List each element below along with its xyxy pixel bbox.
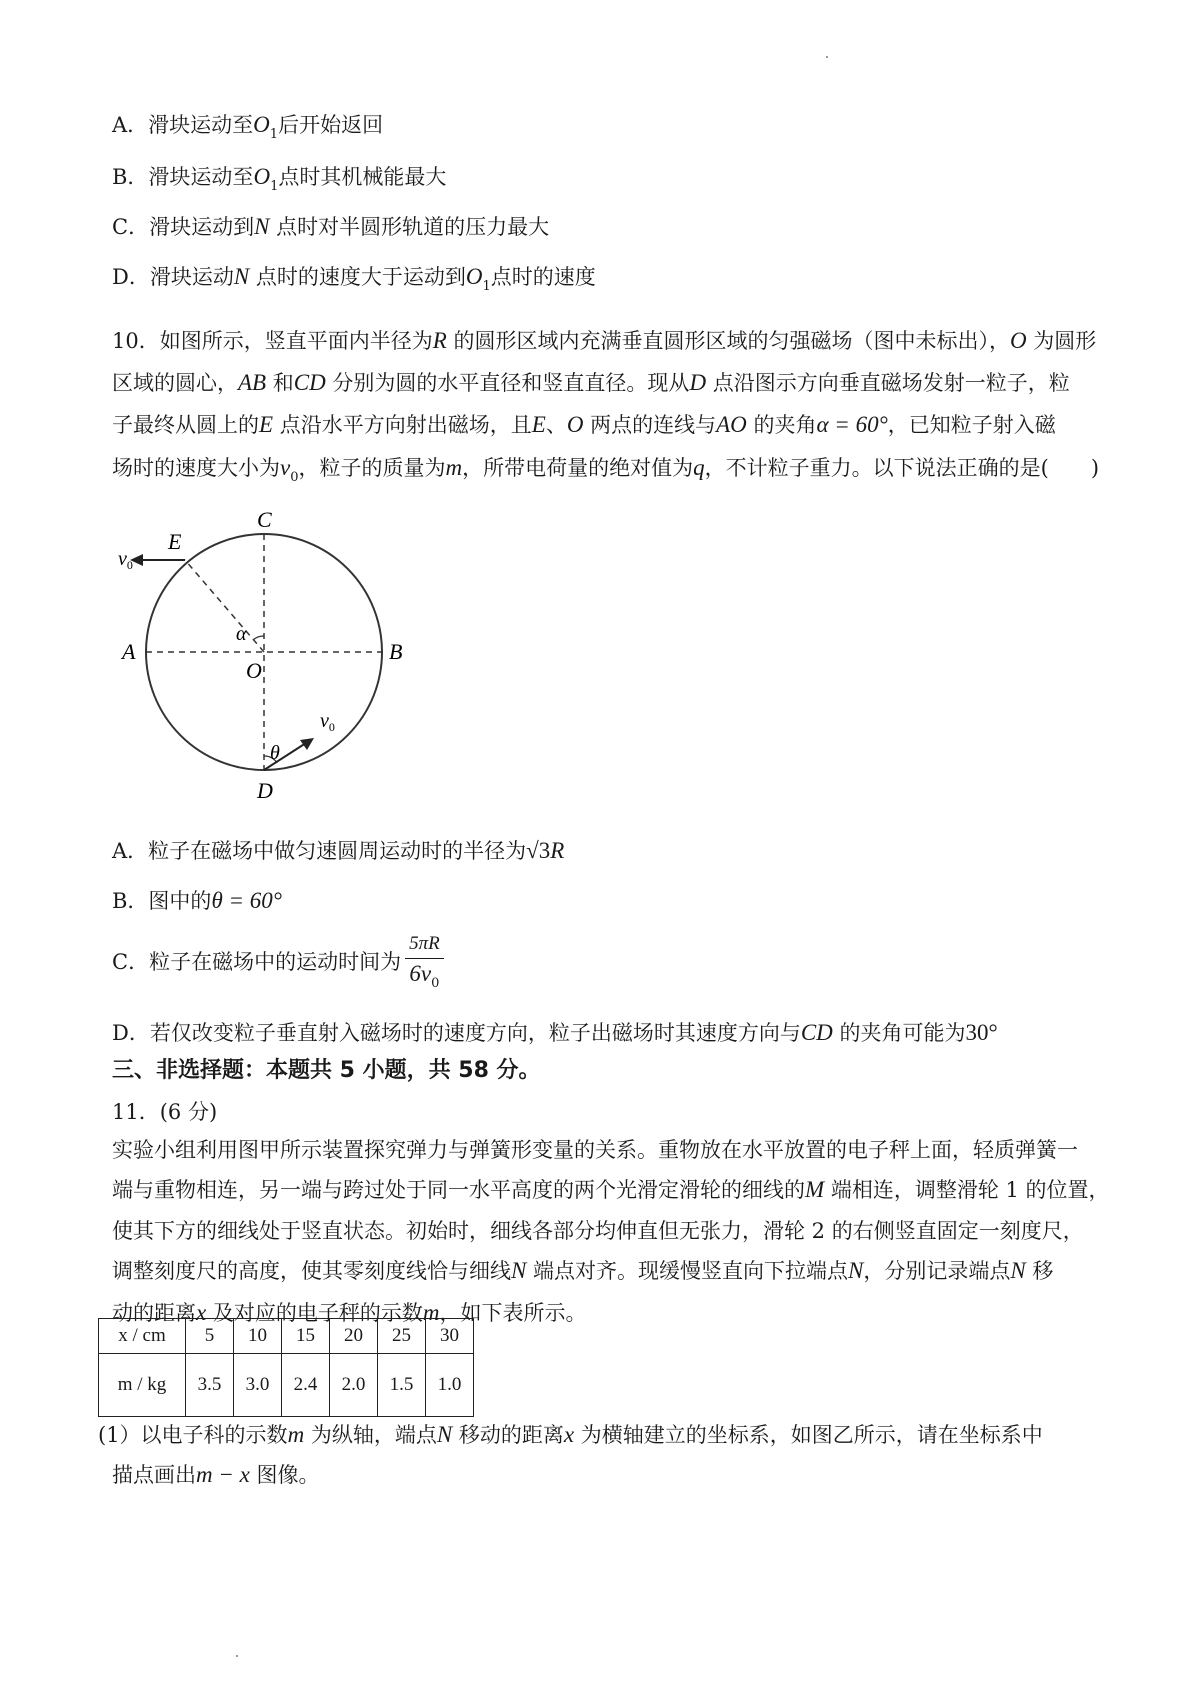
alpha-arc — [253, 636, 264, 640]
q10-stem-line-4 — [112, 453, 1099, 493]
math-n: N — [511, 1258, 527, 1283]
text: ，如下表所示。 — [439, 1301, 587, 1325]
text: 区域的圆心， — [112, 371, 238, 395]
text: 为纵轴，端点 — [304, 1423, 437, 1447]
math-n: N — [1010, 1258, 1026, 1283]
label-b: B — [389, 639, 403, 664]
table-header-m: m / kg — [99, 1354, 186, 1417]
text: 端相连，调整滑轮 1 的位置， — [824, 1178, 1110, 1202]
math-n: N — [254, 214, 270, 239]
option-text: 点时的速度大于运动到 — [249, 265, 466, 289]
q11-line-2 — [112, 1175, 1110, 1205]
table-cell: 30 — [426, 1319, 474, 1354]
v-subscript: 0 — [328, 720, 335, 734]
math-o: O — [566, 412, 584, 437]
option-text: C．粒子在磁场中的运动时间为 — [112, 950, 402, 974]
arrowhead-d — [300, 738, 314, 750]
option-text: 的夹角可能为 — [832, 1021, 966, 1045]
table-cell: 3.5 — [186, 1354, 234, 1417]
q10-stem-line-2 — [112, 368, 1070, 398]
q9-option-c — [112, 212, 549, 242]
table-cell: 1.0 — [426, 1354, 474, 1417]
option-text: A．粒子在磁场中做匀速圆周运动时的半径为 — [112, 839, 527, 863]
fraction-numerator: 5πR — [405, 933, 444, 959]
table-cell: 15 — [282, 1319, 330, 1354]
text: ，粒子的质量为 — [298, 456, 446, 480]
option-text: D．若仅改变粒子垂直射入磁场时的速度方向，粒子出磁场时其速度方向与 — [112, 1021, 801, 1045]
math-q: q — [693, 455, 705, 480]
option-text: 点时对半圆形轨道的压力最大 — [269, 215, 550, 239]
table-row-x — [99, 1319, 474, 1354]
table-cell: 20 — [330, 1319, 378, 1354]
table-cell: 3.0 — [234, 1354, 282, 1417]
v-subscript: 0 — [126, 558, 133, 572]
data-table — [98, 1318, 474, 1417]
math-cd: CD — [800, 1020, 833, 1045]
text: 动的距离 — [112, 1301, 196, 1325]
magnetic-field-circle-figure — [110, 505, 430, 805]
text: ，所带电荷量的绝对值为 — [462, 456, 694, 480]
math-o: O — [465, 264, 483, 289]
q10-option-a — [112, 836, 564, 866]
label-a: A — [122, 639, 136, 664]
text: 端与重物相连，另一端与跨过处于同一水平高度的两个光滑定滑轮的细线的 — [112, 1178, 805, 1202]
text: 点沿图示方向垂直磁场发射一粒子，粒 — [706, 371, 1070, 395]
fraction-denominator — [405, 959, 444, 995]
math-sub: 1 — [270, 179, 279, 194]
math-degree: 30° — [965, 1020, 998, 1045]
text: 场时的速度大小为 — [112, 456, 280, 480]
math-d: D — [689, 370, 707, 395]
option-text: D．滑块运动 — [112, 265, 234, 289]
math-e: E — [259, 412, 274, 437]
label-theta: θ — [270, 742, 280, 764]
text: 的夹角 — [746, 413, 817, 437]
math-cd: CD — [293, 370, 326, 395]
text: 和 — [266, 371, 294, 395]
label-v0-left — [118, 548, 133, 572]
math-ao: AO — [716, 412, 747, 437]
section-heading: 三、非选择题：本题共 5 小题，共 58 分。 — [112, 1058, 541, 1083]
math-sub: 0 — [290, 470, 299, 485]
label-o: O — [246, 658, 262, 683]
math-ab: AB — [238, 370, 267, 395]
math-m: M — [805, 1177, 825, 1202]
fraction — [405, 933, 444, 995]
math-r: R — [432, 328, 447, 353]
q10-stem-line-1 — [112, 326, 1096, 356]
option-text: B．图中的 — [112, 889, 212, 913]
q11-line-3: 使其下方的细线处于竖直状态。初始时，细线各部分均伸直但无张力，滑轮 2 的右侧竖直固定一刻度尺， — [112, 1219, 1084, 1243]
den-sub: 0 — [431, 975, 440, 991]
q9-option-a — [112, 110, 383, 150]
math-o: O — [253, 164, 271, 189]
text: 两点的连线与 — [583, 413, 717, 437]
text: 移动的距离 — [452, 1423, 564, 1447]
radius-oe — [185, 560, 264, 652]
text: 的圆形区域内充满垂直圆形区域的匀强磁场（图中未标出）， — [446, 329, 1010, 353]
table-cell: 2.4 — [282, 1354, 330, 1417]
option-text: 后开始返回 — [278, 113, 384, 137]
q10-option-c — [112, 932, 444, 995]
table-cell: 1.5 — [378, 1354, 426, 1417]
table-cell: 10 — [234, 1319, 282, 1354]
math-n: N — [436, 1422, 453, 1447]
text: 端点对齐。现缓慢竖直向下拉端点 — [526, 1259, 849, 1283]
math-m: m — [287, 1422, 305, 1447]
math-x: x — [563, 1422, 575, 1447]
text: 点沿水平方向射出磁场，且 — [273, 413, 532, 437]
option-text: C．滑块运动到 — [112, 215, 255, 239]
text: 图像。 — [249, 1463, 320, 1487]
text: 及对应的电子秤的示数 — [206, 1301, 423, 1325]
option-text: 点时其机械能最大 — [278, 165, 447, 189]
table-row-m — [99, 1354, 474, 1417]
q9-option-d — [112, 262, 596, 302]
math-alpha: α = 60° — [816, 412, 888, 437]
q11-head: 11．(6 分) — [112, 1100, 218, 1124]
table-cell: 25 — [378, 1319, 426, 1354]
math-theta: θ = 60° — [211, 888, 282, 913]
scan-speck — [826, 56, 828, 58]
label-alpha: α — [236, 623, 247, 645]
label-e: E — [168, 529, 182, 554]
math-m-x: m − x — [196, 1462, 250, 1487]
text: (1）以电子科的示数 — [98, 1423, 288, 1447]
text: 、 — [545, 413, 567, 437]
q11-line-1: 实验小组利用图甲所示装置探究弹力与弹簧形变量的关系。重物放在水平放置的电子秤上面，轻质弹簧一 — [112, 1138, 1078, 1162]
option-text: B．滑块运动至 — [112, 165, 254, 189]
label-c: C — [257, 507, 272, 532]
scan-speck — [236, 1655, 238, 1657]
option-text: A．滑块运动至 — [112, 113, 254, 137]
q10-option-d — [112, 1018, 998, 1048]
text: 为横轴建立的坐标系，如图乙所示，请在坐标系中 — [574, 1423, 1043, 1447]
math-v: v — [280, 455, 291, 480]
math-m: m — [422, 1300, 440, 1325]
math-sub: 1 — [269, 127, 279, 142]
text: 子最终从圆上的 — [112, 413, 259, 437]
math-r: R — [550, 838, 565, 863]
math-n: N — [233, 264, 250, 289]
text: 分别为圆的水平直径和竖直直径。现从 — [325, 371, 690, 395]
label-d: D — [257, 778, 273, 803]
text: ，分别记录端点 — [863, 1259, 1011, 1283]
q9-option-b — [112, 162, 446, 202]
q11-sub1-line-1 — [98, 1420, 1043, 1450]
text: 调整刻度尺的高度，使其零刻度线恰与细线 — [112, 1259, 511, 1283]
den-text: 6v — [409, 960, 432, 986]
label-v0-right — [320, 710, 335, 734]
text: ，已知粒子射入磁 — [887, 413, 1056, 437]
text: 描点画出 — [112, 1463, 196, 1487]
table-cell: 5 — [186, 1319, 234, 1354]
q11-sub1-line-2 — [112, 1460, 320, 1490]
math-e: E — [531, 412, 546, 437]
text: 10．如图所示，竖直平面内半径为 — [112, 329, 433, 353]
table-header-x: x / cm — [99, 1319, 186, 1354]
math-m: m — [445, 455, 463, 480]
math-n: N — [848, 1258, 864, 1283]
math-sqrt: √3 — [526, 838, 551, 863]
table-cell: 2.0 — [330, 1354, 378, 1417]
q10-stem-line-3 — [112, 410, 1056, 440]
math-o: O — [253, 112, 270, 137]
option-text: 点时的速度 — [490, 265, 596, 289]
math-sub: 1 — [482, 279, 491, 294]
v-symbol: v — [320, 710, 329, 732]
text: ，不计粒子重力。以下说法正确的是( ) — [704, 456, 1100, 480]
text: 移 — [1025, 1259, 1054, 1283]
math-x: x — [196, 1300, 207, 1325]
math-o: O — [1009, 328, 1027, 353]
q10-option-b — [112, 886, 282, 916]
text: 为圆形 — [1026, 329, 1097, 353]
q11-line-4 — [112, 1256, 1053, 1286]
v-symbol: v — [118, 548, 127, 570]
